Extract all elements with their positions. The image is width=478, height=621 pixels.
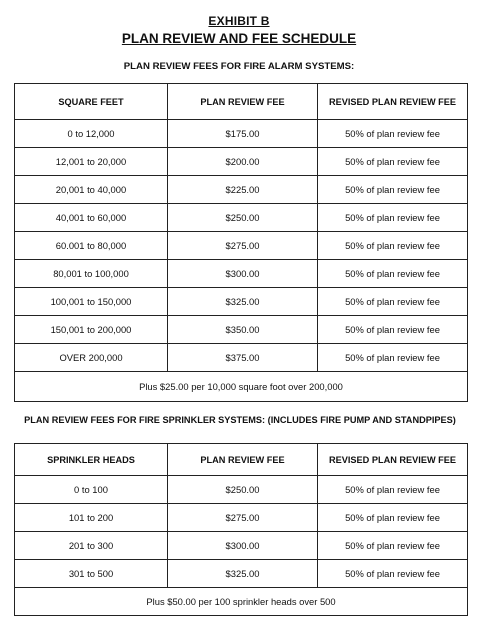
square-feet-cell: OVER 200,000 [15, 344, 168, 372]
fire-alarm-fee-table [14, 83, 468, 402]
revised-fee-cell: 50% of plan review fee [318, 532, 468, 560]
square-feet-cell: 60.001 to 80,000 [15, 232, 168, 260]
square-feet-cell: 150,001 to 200,000 [15, 316, 168, 344]
square-feet-cell: 20,001 to 40,000 [15, 176, 168, 204]
revised-fee-cell: 50% of plan review fee [318, 560, 468, 588]
fire-alarm-section-title: PLAN REVIEW FEES FOR FIRE ALARM SYSTEMS: [123, 61, 355, 72]
fee-cell: $175.00 [168, 120, 318, 148]
fee-cell: $200.00 [168, 148, 318, 176]
fee-cell: $225.00 [168, 176, 318, 204]
table-row [15, 260, 468, 288]
table-row [15, 288, 468, 316]
table-row [15, 560, 468, 588]
table-row [15, 344, 468, 372]
table-header-row [15, 444, 468, 476]
table-row [15, 532, 468, 560]
table-note-row [15, 588, 468, 616]
table-row [15, 316, 468, 344]
fee-cell: $300.00 [168, 532, 318, 560]
column-header-plan-review-fee: PLAN REVIEW FEE [168, 84, 318, 120]
fee-cell: $275.00 [168, 504, 318, 532]
column-header-revised-fee: REVISED PLAN REVIEW FEE [318, 84, 468, 120]
table-note-row [15, 372, 468, 402]
revised-fee-cell: 50% of plan review fee [318, 476, 468, 504]
revised-fee-cell: 50% of plan review fee [318, 260, 468, 288]
fire-alarm-surcharge-note: Plus $25.00 per 10,000 square foot over 200,000 [15, 372, 468, 402]
fee-cell: $325.00 [168, 560, 318, 588]
table-row [15, 476, 468, 504]
page-title: PLAN REVIEW AND FEE SCHEDULE [121, 31, 357, 46]
square-feet-cell: 100,001 to 150,000 [15, 288, 168, 316]
revised-fee-cell: 50% of plan review fee [318, 344, 468, 372]
revised-fee-cell: 50% of plan review fee [318, 504, 468, 532]
table-row [15, 504, 468, 532]
square-feet-cell: 12,001 to 20,000 [15, 148, 168, 176]
revised-fee-cell: 50% of plan review fee [318, 232, 468, 260]
table-header-row [15, 84, 468, 120]
fire-sprinkler-surcharge-note: Plus $50.00 per 100 sprinkler heads over 500 [15, 588, 468, 616]
square-feet-cell: 80,001 to 100,000 [15, 260, 168, 288]
sprinkler-heads-cell: 201 to 300 [15, 532, 168, 560]
sprinkler-heads-cell: 0 to 100 [15, 476, 168, 504]
column-header-square-feet: SQUARE FEET [15, 84, 168, 120]
fee-cell: $275.00 [168, 232, 318, 260]
square-feet-cell: 0 to 12,000 [15, 120, 168, 148]
table-row [15, 204, 468, 232]
fee-cell: $350.00 [168, 316, 318, 344]
sprinkler-heads-cell: 301 to 500 [15, 560, 168, 588]
column-header-plan-review-fee: PLAN REVIEW FEE [168, 444, 318, 476]
square-feet-cell: 40,001 to 60,000 [15, 204, 168, 232]
table-row [15, 232, 468, 260]
fee-cell: $250.00 [168, 204, 318, 232]
column-header-revised-fee: REVISED PLAN REVIEW FEE [318, 444, 468, 476]
revised-fee-cell: 50% of plan review fee [318, 204, 468, 232]
revised-fee-cell: 50% of plan review fee [318, 288, 468, 316]
fee-cell: $300.00 [168, 260, 318, 288]
revised-fee-cell: 50% of plan review fee [318, 176, 468, 204]
table-row [15, 148, 468, 176]
revised-fee-cell: 50% of plan review fee [318, 316, 468, 344]
revised-fee-cell: 50% of plan review fee [318, 120, 468, 148]
column-header-sprinkler-heads: SPRINKLER HEADS [15, 444, 168, 476]
fee-cell: $325.00 [168, 288, 318, 316]
revised-fee-cell: 50% of plan review fee [318, 148, 468, 176]
sprinkler-heads-cell: 101 to 200 [15, 504, 168, 532]
fire-sprinkler-section-title: PLAN REVIEW FEES FOR FIRE SPRINKLER SYSTEMS: (INCLUDES FIRE PUMP AND STANDPIPES) [24, 415, 456, 425]
table-row [15, 120, 468, 148]
fire-sprinkler-fee-table [14, 443, 468, 616]
fee-cell: $250.00 [168, 476, 318, 504]
fee-cell: $375.00 [168, 344, 318, 372]
exhibit-label: EXHIBIT B [208, 14, 270, 28]
table-row [15, 176, 468, 204]
